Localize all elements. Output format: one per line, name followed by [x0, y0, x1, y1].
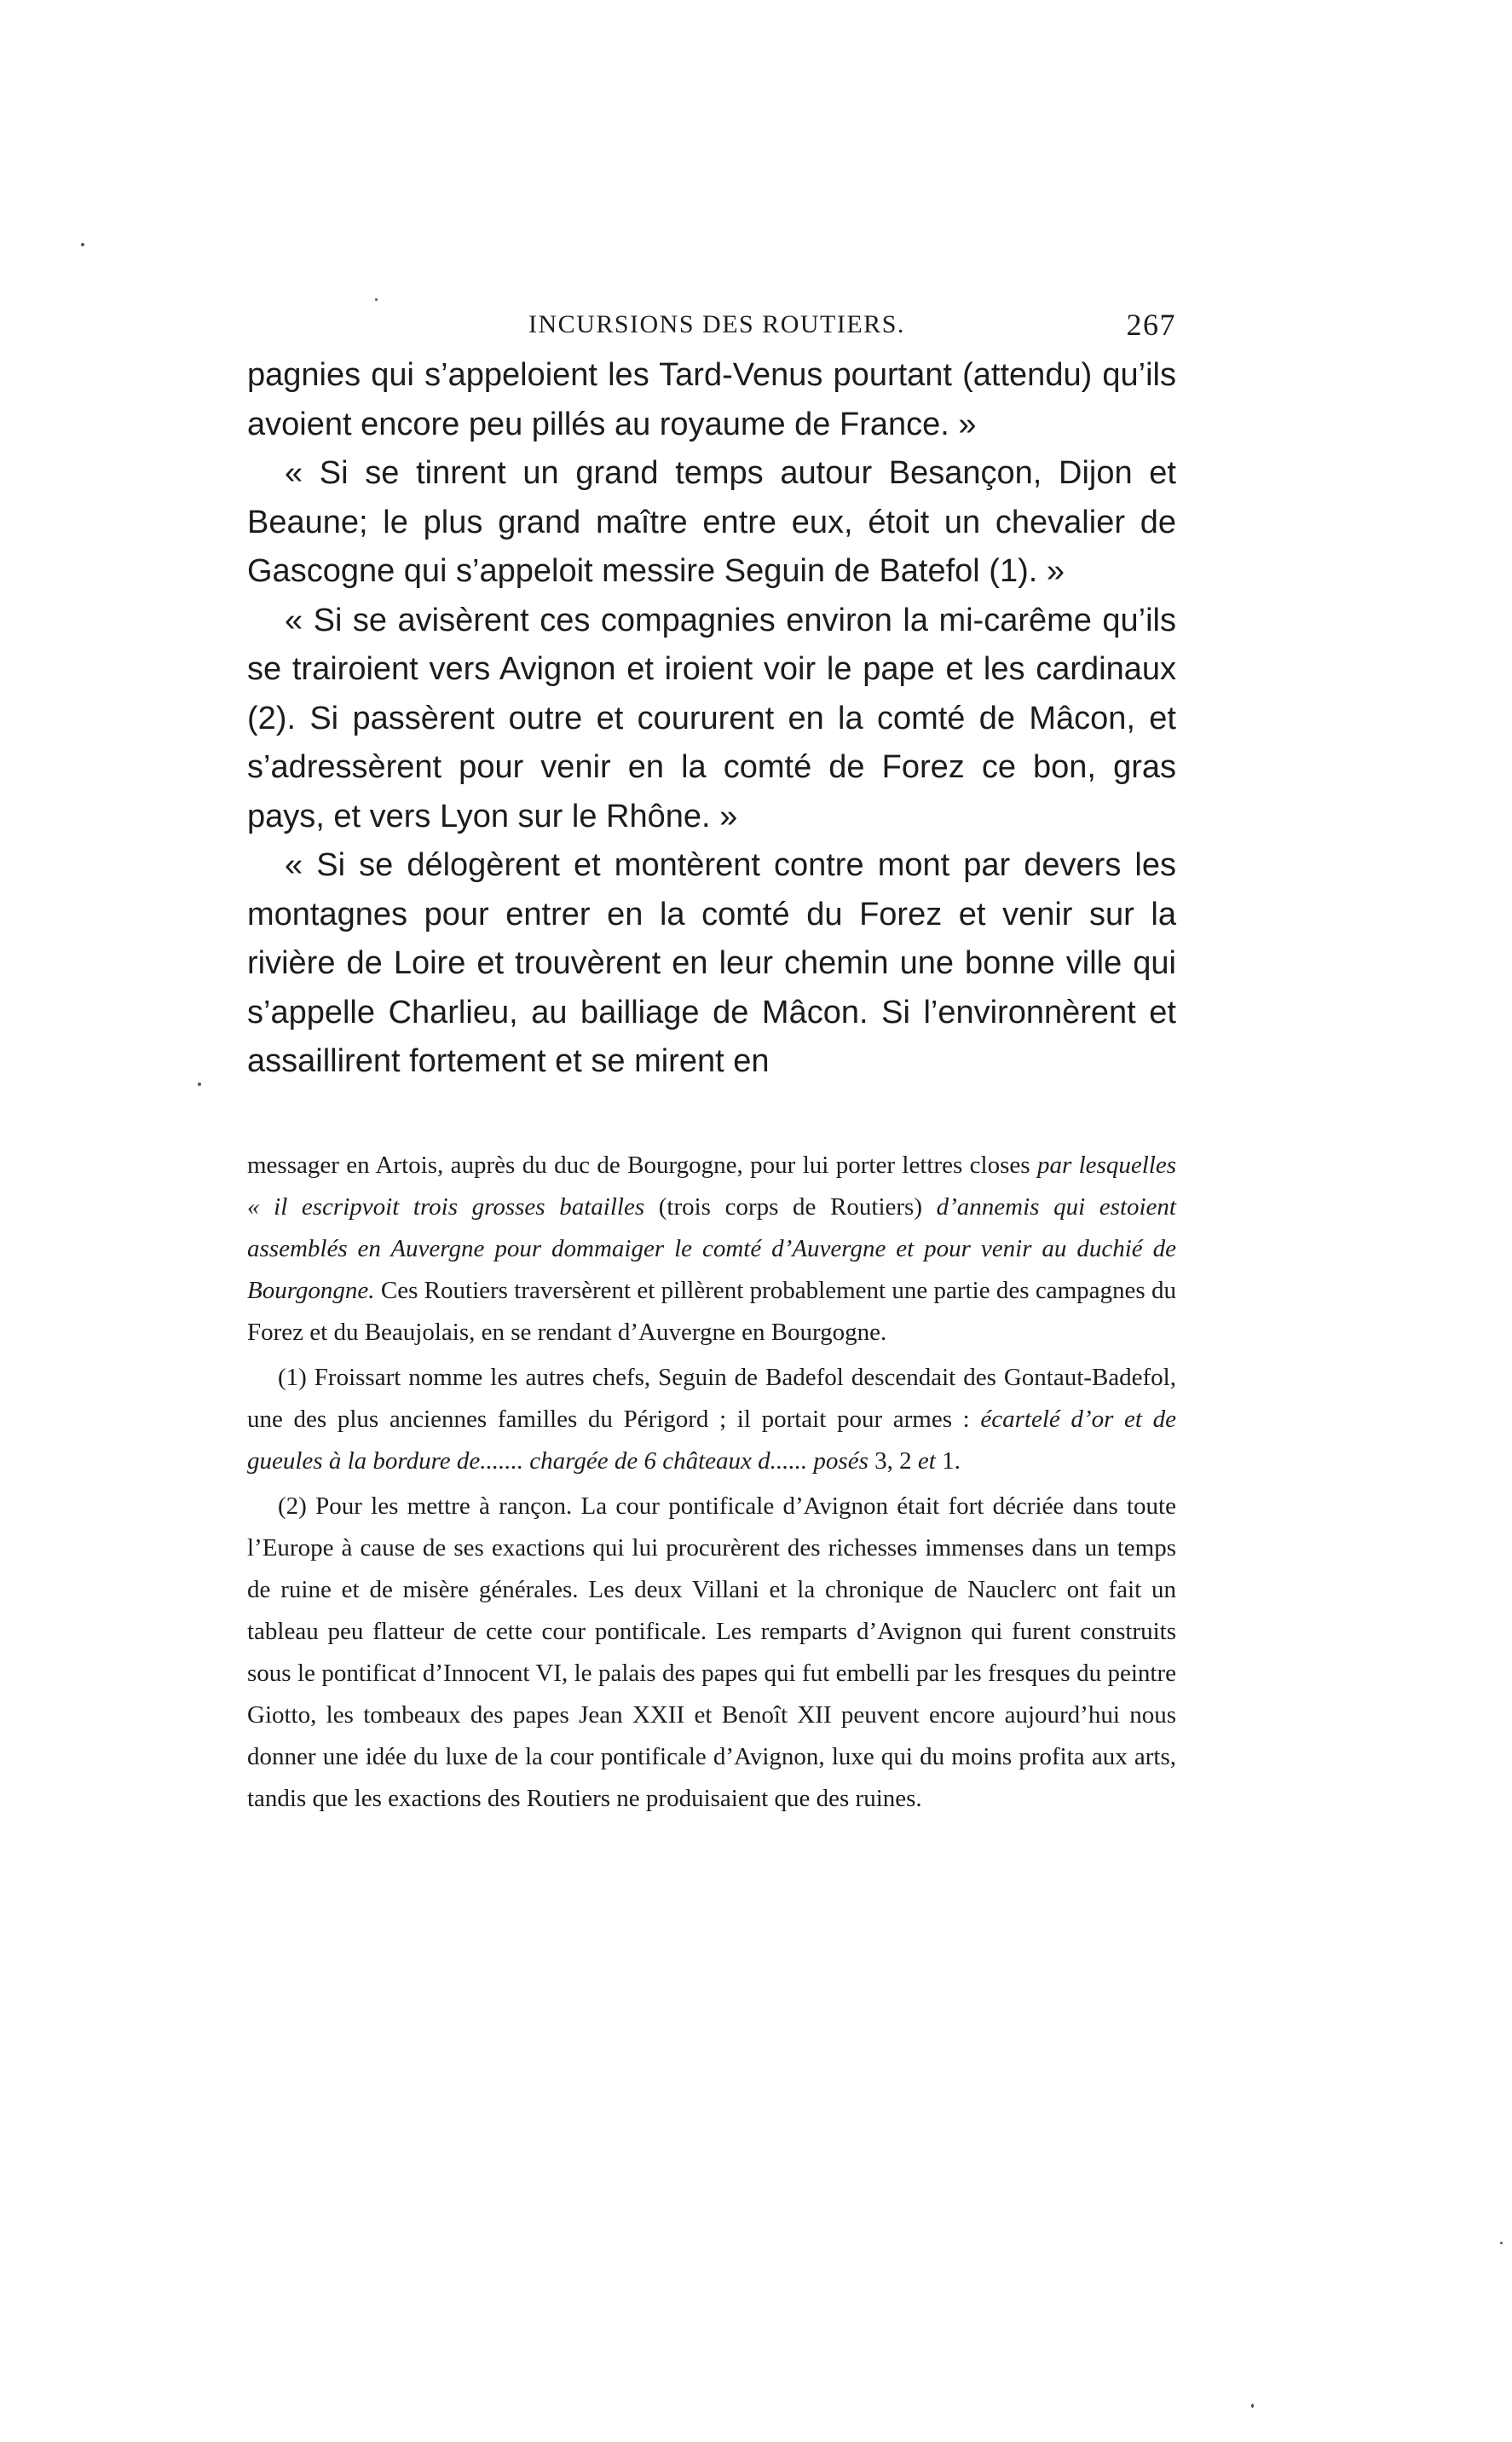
note-text: Ces Routiers traversèrent et pillèrent probablement une partie des campagnes du Forez et du Beaujolais, en se rendant d’Auvergne en Bourgogne. — [247, 1276, 1176, 1346]
note-text: 3, 2 — [868, 1446, 918, 1475]
scan-speck — [1251, 2404, 1254, 2408]
note-quote: par lesquelles « il escripvoit trois grosses batailles — [247, 1151, 1176, 1221]
note-text: (trois corps de Routiers) — [644, 1192, 937, 1221]
running-head — [247, 307, 1176, 346]
note-text: (1) Froissart nomme les autres chefs, Seguin de Badefol descendait des Gontaut-Badefol, une des plus anciennes familles du Périgord ; il portait pour armes : — [247, 1363, 1176, 1433]
paragraph-4: « Si se délogèrent et montèrent contre mont par devers les montagnes pour entrer en la comté du Forez et venir sur la rivière de Loire et trouvèrent en leur chemin une bonne ville qui s’appelle Charlieu, au bailliage de Mâcon. Si l’environnèrent et assaillirent fortement et se mirent en — [247, 847, 1176, 1079]
note-text: messager en Artois, auprès du duc de Bourgogne, pour lui porter lettres closes — [247, 1151, 1037, 1179]
paragraph-2: « Si se tinrent un grand temps autour Besançon, Dijon et Beaune; le plus grand maître entre eux, étoit un chevalier de Gascogne qui s’appeloit messire Seguin de Batefol (1). » — [247, 455, 1176, 589]
note-quote: d’annemis qui estoient assemblés en Auvergne pour dommaiger le comté d’Auvergne et pour venir au duchié de Bourgongne. — [247, 1192, 1176, 1304]
running-head-title: INCURSIONS DES ROUTIERS. — [528, 310, 905, 338]
scan-speck — [198, 1082, 201, 1086]
scan-speck — [375, 298, 378, 301]
main-text — [247, 351, 1176, 1087]
footnote-1 — [247, 1357, 1176, 1482]
paragraph-3: « Si se avisèrent ces compagnies environ la mi-carême qu’ils se trairoient vers Avignon et iroient voir le pape et les cardinaux (2). Si passèrent outre et coururent en la comté de Mâcon, et s’adressèrent pour venir en la comté de Forez ce bon, gras pays, et vers Lyon sur le Rhône. » — [247, 602, 1176, 834]
footnote-2: (2) Pour les mettre à rançon. La cour pontificale d’Avignon était fort décriée dans toute l’Europe à cause de ses exactions qui lui procurèrent des richesses immenses dans un temps de ruine et de misère générales. Les deux Villani et la chronique de Nauclerc ont fait un tableau peu flatteur de cette cour pontificale. Les remparts d’Avignon qui furent construits sous le pontificat d’Innocent VI, le palais des papes qui fut embelli par les fresques du peintre Giotto, les tombeaux des papes Jean XXII et Benoît XII peuvent encore aujourd’hui nous donner une idée du luxe de la cour pontificale d’Avignon, luxe qui du moins profita aux arts, tandis que les exactions des Routiers ne produisaient que des ruines. — [247, 1492, 1176, 1812]
book-page — [247, 307, 1176, 1820]
page-number: 267 — [1126, 308, 1176, 342]
note-blazon: écartelé d’or et de gueules à la bordure de....... chargée de 6 châteaux d...... posés — [247, 1405, 1176, 1475]
paragraph-1: pagnies qui s’appeloient les Tard-Venus pourtant (attendu) qu’ils avoient encore peu pillés au royaume de France. » — [247, 357, 1176, 442]
note-text: 1. — [935, 1446, 961, 1475]
scan-speck — [81, 243, 84, 246]
footnotes — [247, 1145, 1176, 1820]
scan-speck — [1500, 2242, 1503, 2244]
note-blazon: et — [917, 1446, 936, 1475]
footnote-continuation — [247, 1145, 1176, 1354]
